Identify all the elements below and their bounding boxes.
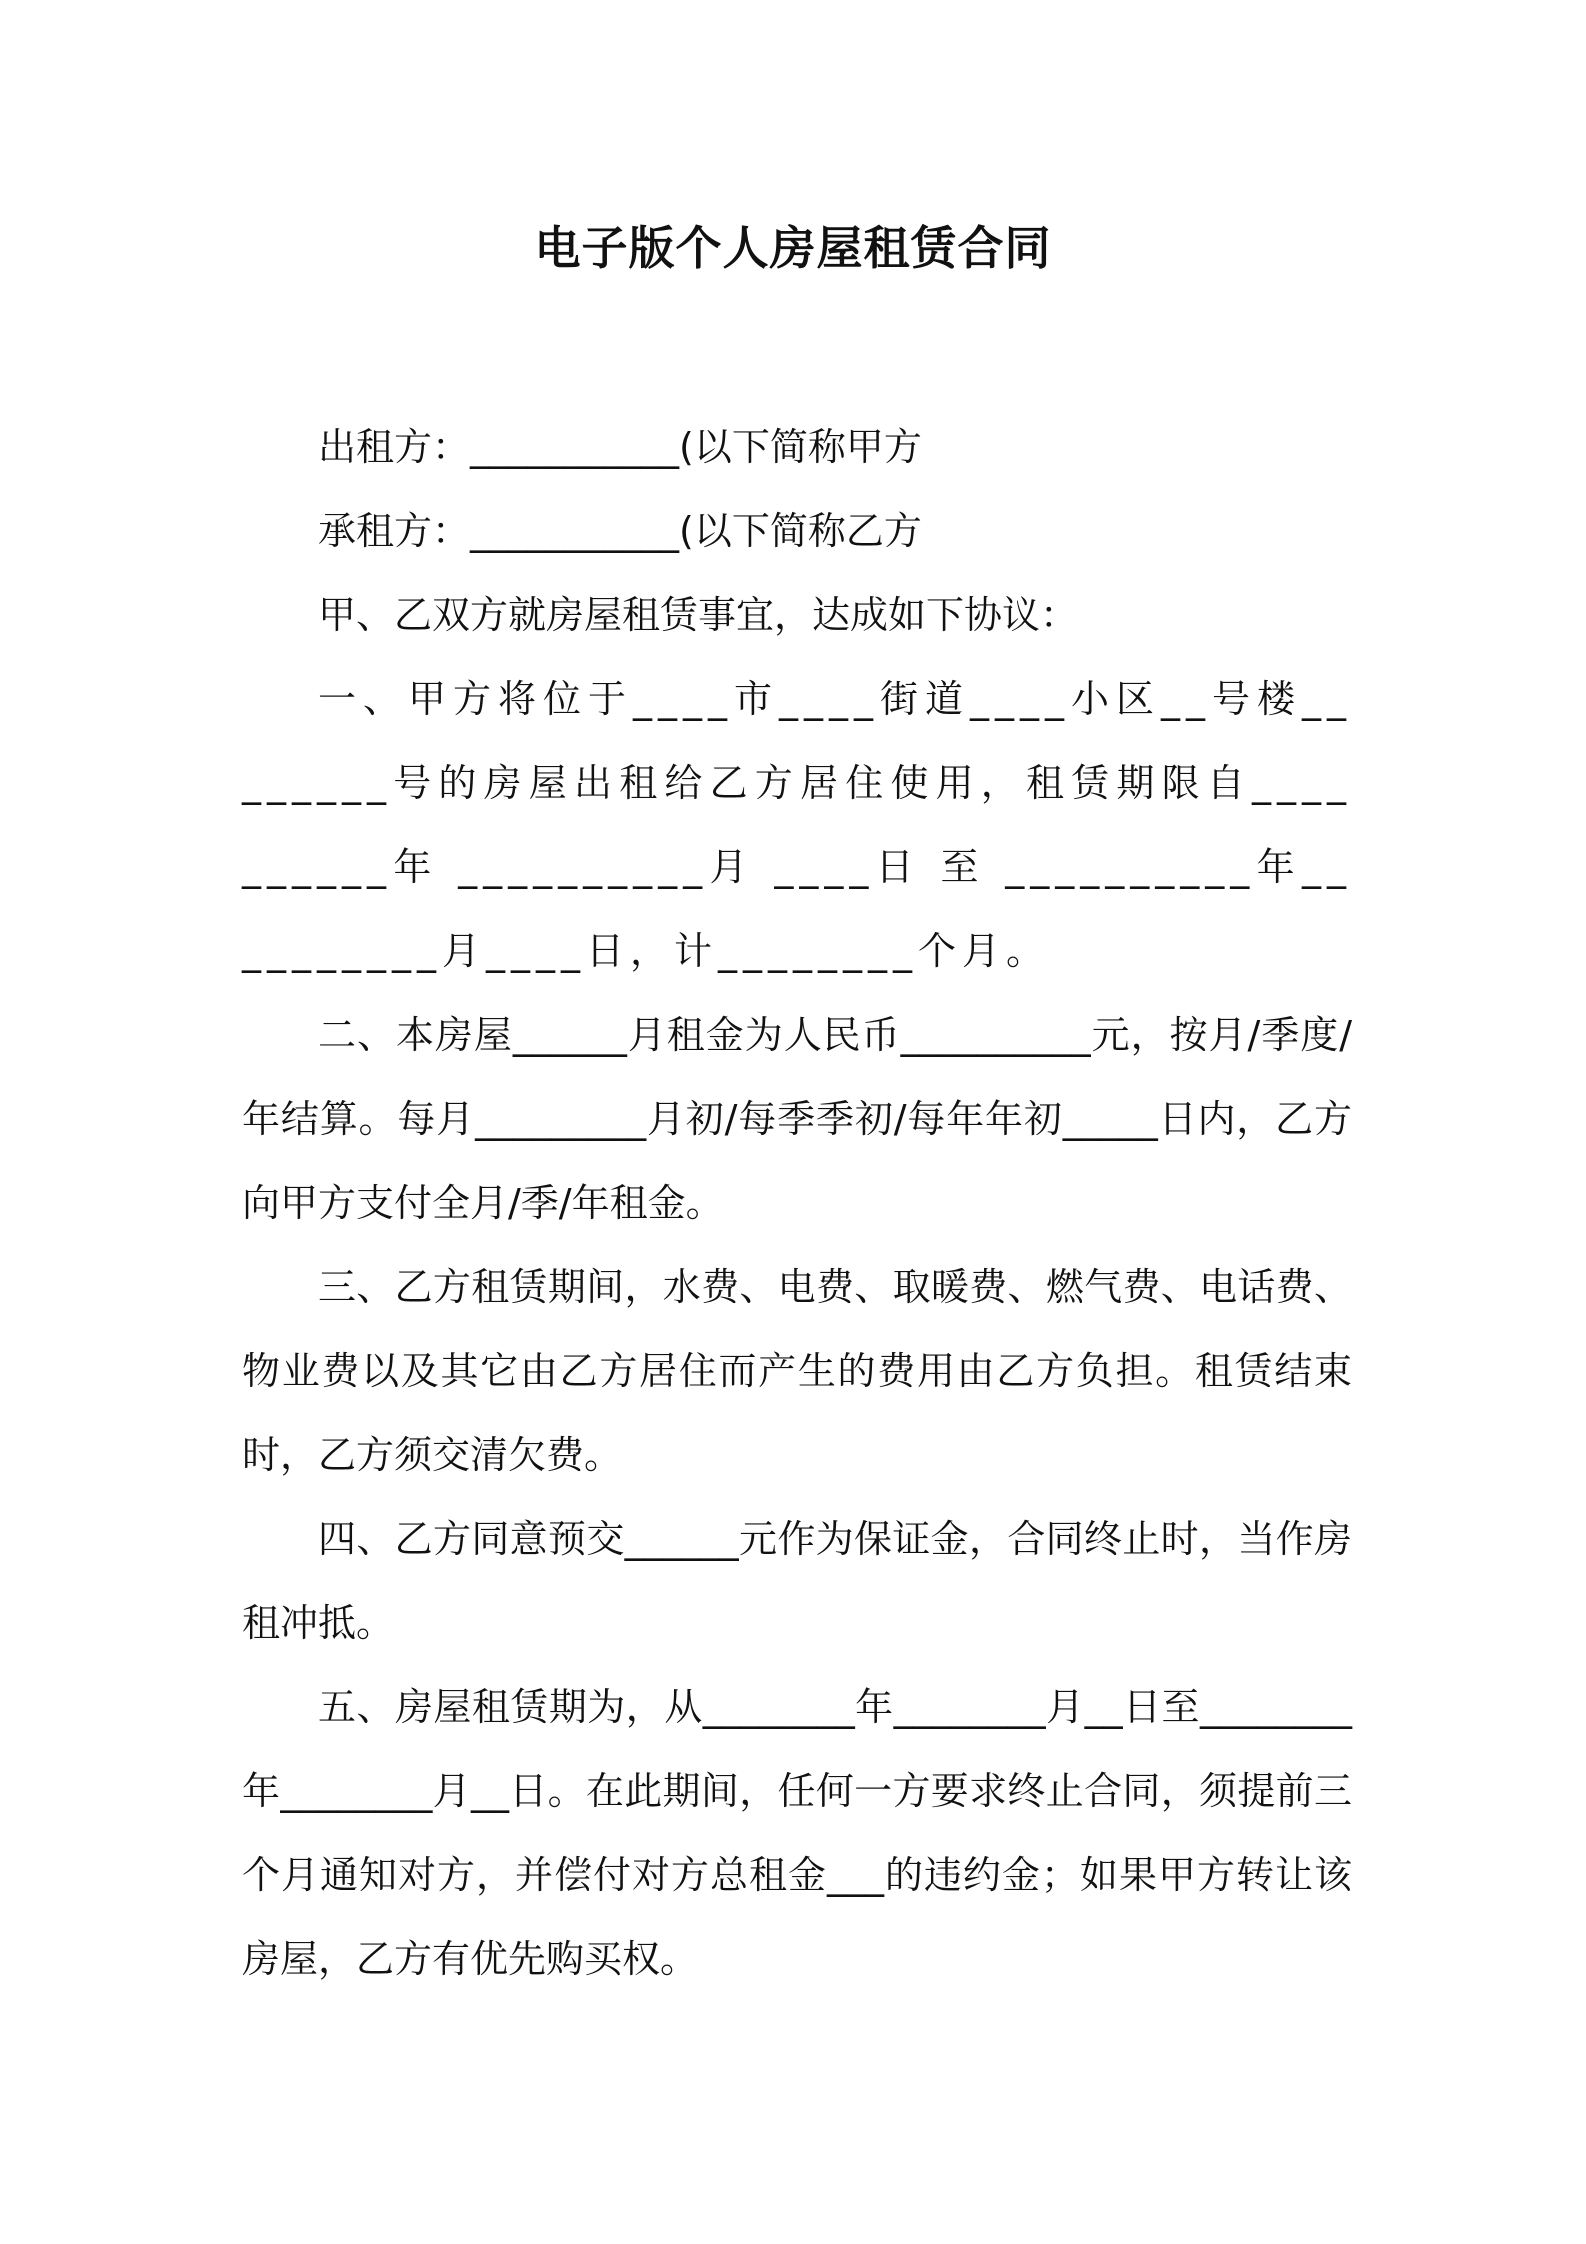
paragraph-clause-3: 三、乙方租赁期间，水费、电费、取暖费、燃气费、电话费、物业费以及其它由乙方居住而产生的费用由乙方负担。租赁结束时，乙方须交清欠费。 [242, 1265, 1352, 1477]
paragraph-clause-1: 一、甲方将位于____市____街道____小区__号楼________号的房屋出租给乙方居住使用，租赁期限自__________年 __________月 ____日 至 __________年__________月____日，计________个月。 [242, 677, 1352, 973]
paragraph-agreement-intro: 甲、乙双方就房屋租赁事宜，达成如下协议： [318, 593, 1079, 637]
document-body [242, 405, 1352, 2001]
paragraph-clause-5: 五、房屋租赁期为，从________年________月__日至________年________月__日。在此期间，任何一方要求终止合同，须提前三个月通知对方，并偿付对方总租金___的违约金；如果甲方转让该房屋，乙方有优先购买权。 [242, 1685, 1352, 1981]
paragraph-lessor: 出租方：___________(以下简称甲方 [318, 425, 922, 469]
paragraph-lessee: 承租方：___________(以下简称乙方 [318, 509, 922, 553]
paragraph-clause-2: 二、本房屋______月租金为人民币__________元，按月/季度/年结算。每月_________月初/每季季初/每年年初_____日内，乙方向甲方支付全月/季/年租金。 [242, 1013, 1352, 1225]
document-title: 电子版个人房屋租赁合同 [534, 221, 1052, 275]
paragraph-clause-4: 四、乙方同意预交______元作为保证金，合同终止时，当作房租冲抵。 [242, 1517, 1352, 1645]
